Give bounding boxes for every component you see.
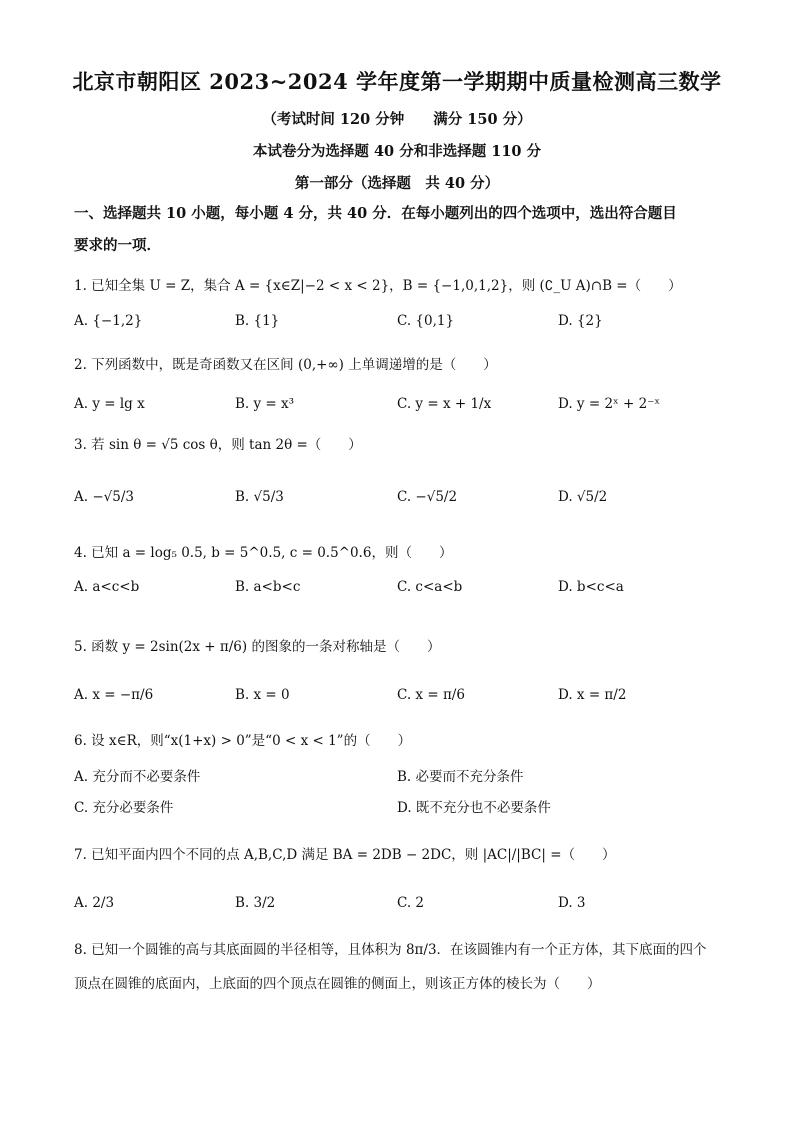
question-8-stem-line1: 8. 已知一个圆锥的高与其底面圆的半径相等，且体积为 8π/3．在该圆锥内有一个正方体，其下底面的四个 [74,942,707,958]
question-4-stem: 4. 已知 a = log₅ 0.5, b = 5^0.5, c = 0.5^0.6，则（ ） [74,545,453,561]
exam-info: （考试时间 120 分钟 满分 150 分） [262,111,532,128]
question-1-option-a: A. {−1,2} [74,313,143,329]
question-7-option-a: A. 2/3 [74,895,115,911]
question-6-option-a: A. 充分而不必要条件 [74,769,201,785]
question-5-option-d: D. x = π/2 [558,687,627,703]
section-instructions-line2: 要求的一项． [74,237,161,254]
question-6-option-d: D. 既不充分也不必要条件 [397,800,551,816]
question-4-option-a: A. a<c<b [74,579,140,595]
question-5-option-b: B. x = 0 [235,687,290,703]
question-2-stem: 2. 下列函数中，既是奇函数又在区间 (0,+∞) 上单调递增的是（ ） [74,357,497,373]
question-2-option-b: B. y = x³ [235,396,295,412]
question-1-option-d: D. {2} [558,313,603,329]
question-2-option-d: D. y = 2ˣ + 2⁻ˣ [558,396,661,412]
question-5-stem: 5. 函数 y = 2sin(2x + π/6) 的图象的一条对称轴是（ ） [74,639,441,655]
question-7-stem: 7. 已知平面内四个不同的点 A,B,C,D 满足 BA = 2DB − 2DC，则 |AC|/|BC| =（ ） [74,847,616,863]
question-3-option-c: C. −√5/2 [397,489,458,505]
question-4-option-d: D. b<c<a [558,579,624,595]
question-3-option-a: A. −√5/3 [74,489,134,505]
question-2-option-a: A. y = lg x [74,396,145,412]
question-7-option-d: D. 3 [558,895,586,911]
question-2-option-c: C. y = x + 1/x [397,396,492,412]
question-3-stem: 3. 若 sin θ = √5 cos θ，则 tan 2θ =（ ） [74,437,362,453]
question-8-stem-line2: 顶点在圆锥的底面内，上底面的四个顶点在圆锥的侧面上，则该正方体的棱长为（ ） [74,976,601,992]
part-one-heading: 第一部分（选择题 共 40 分） [294,175,500,192]
question-6-option-c: C. 充分必要条件 [74,800,174,816]
question-4-option-c: C. c<a<b [397,579,463,595]
question-3-option-b: B. √5/3 [235,489,284,505]
question-6-option-b: B. 必要而不充分条件 [397,769,524,785]
score-split-info: 本试卷分为选择题 40 分和非选择题 110 分 [252,143,542,160]
question-1-option-b: B. {1} [235,313,280,329]
question-3-option-d: D. √5/2 [558,489,608,505]
question-4-option-b: B. a<b<c [235,579,301,595]
question-6-stem: 6. 设 x∈R，则“x(1+x) > 0”是“0 < x < 1”的（ ） [74,733,412,749]
section-instructions-line1: 一、选择题共 10 小题，每小题 4 分，共 40 分．在每小题列出的四个选项中，选出符合题目 [74,205,677,222]
question-5-option-a: A. x = −π/6 [74,687,154,703]
page-title: 北京市朝阳区 2023~2024 学年度第一学期期中质量检测高三数学 [72,69,722,94]
question-1-stem: 1. 已知全集 U = Z，集合 A = {x∈Z|−2 < x < 2}，B = {−1,0,1,2}，则 (∁_U A)∩B =（ ） [74,278,682,294]
question-1-option-c: C. {0,1} [397,313,455,329]
question-7-option-b: B. 3/2 [235,895,276,911]
question-7-option-c: C. 2 [397,895,425,911]
question-5-option-c: C. x = π/6 [397,687,465,703]
